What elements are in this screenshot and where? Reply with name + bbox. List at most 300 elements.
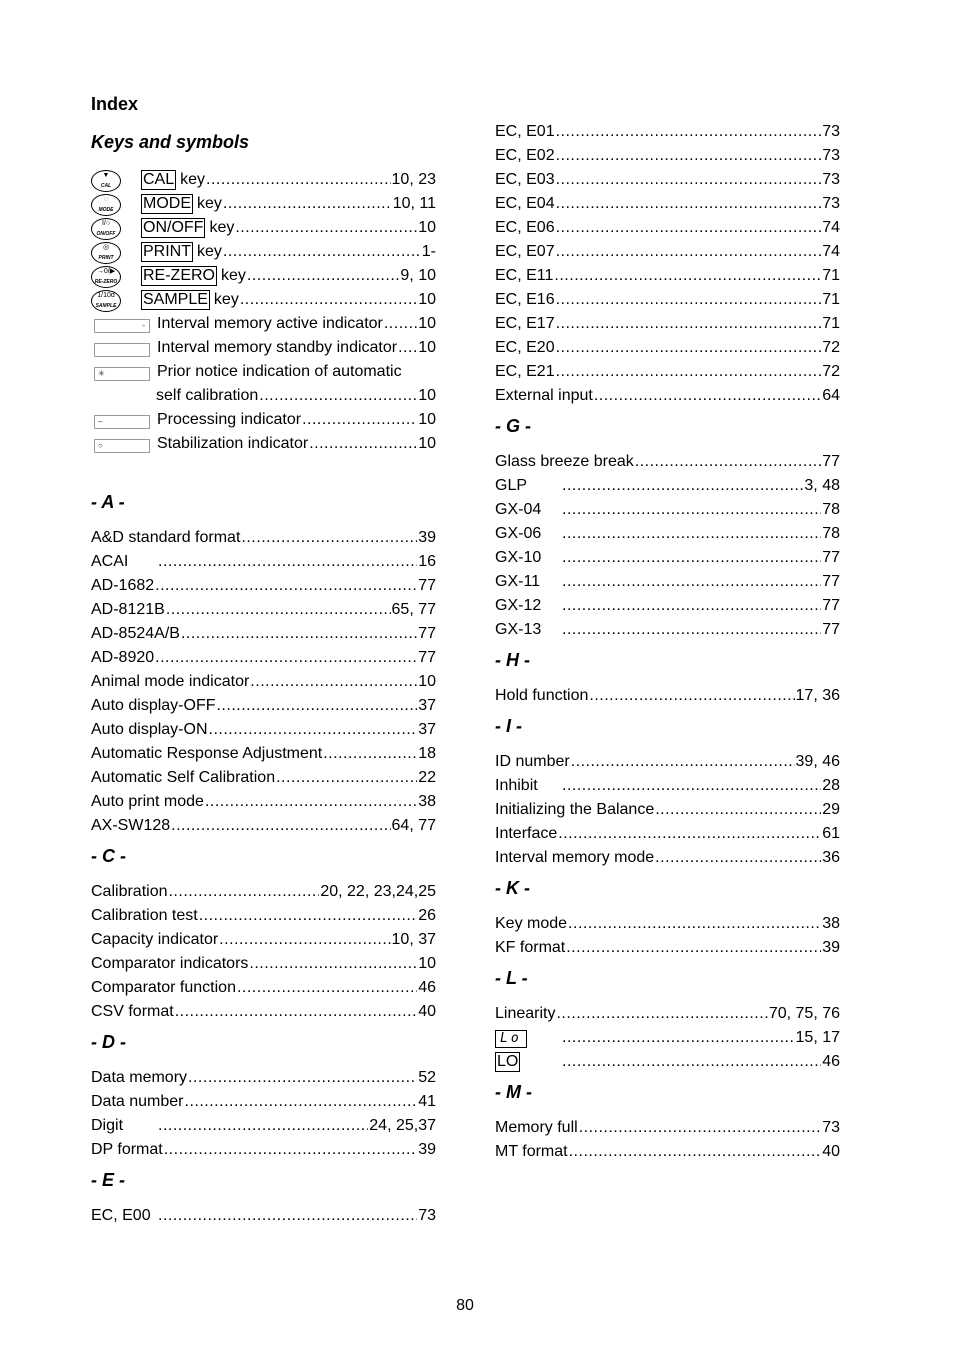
dot-leader (181, 622, 417, 646)
index-term: Automatic Response Adjustment (91, 745, 323, 762)
index-pages: 61 (822, 825, 840, 842)
dot-leader (556, 120, 822, 144)
index-pages: 74 (822, 243, 840, 260)
index-pages: 77 (822, 453, 840, 470)
index-term: EC, E02 (495, 147, 555, 164)
index-entry (495, 912, 840, 936)
key-icon-label: SAMPLE (95, 303, 117, 309)
index-term: AD-8920 (91, 649, 155, 666)
index-term: Hold function (495, 687, 589, 704)
index-entry (91, 766, 436, 790)
page-number: 80 (456, 1297, 474, 1314)
key-icon-label: RE-ZERO (94, 279, 118, 285)
index-pages: 18 (418, 745, 436, 762)
index-term: Initializing the Balance (495, 801, 655, 818)
index-entry (91, 928, 436, 952)
index-pages: 10 (418, 291, 436, 308)
page-title: Index (91, 94, 139, 114)
dot-leader (556, 312, 822, 336)
index-term: Animal mode indicator (91, 673, 250, 690)
dot-leader (168, 880, 319, 904)
dot-leader (309, 432, 417, 456)
dot-leader (562, 570, 821, 594)
key-suffix: key (180, 171, 206, 188)
index-term: Calibration (91, 883, 168, 900)
index-term: AD-1682 (91, 577, 155, 594)
index-pages: 16 (418, 553, 436, 570)
key-index-row (91, 192, 436, 216)
key-icon-glyph: →0/▶ (96, 268, 116, 275)
indicator-mark: ◦ (142, 321, 145, 330)
index-term (141, 240, 222, 264)
key-suffix: key (213, 291, 239, 308)
dot-leader (188, 1066, 417, 1090)
re-zero-key-icon (91, 266, 121, 288)
index-entry (495, 192, 840, 216)
indicator-index-row (91, 408, 436, 432)
keys-and-symbols-heading: Keys and symbols (91, 132, 250, 152)
key-suffix: key (221, 267, 246, 284)
dot-leader (155, 646, 417, 670)
index-pages: 9, 10 (400, 267, 436, 284)
indicator-index-row (91, 312, 436, 336)
index-pages: 37 (418, 697, 436, 714)
index-term: EC, E21 (495, 363, 555, 380)
dot-leader (569, 1140, 822, 1164)
index-entry (495, 144, 840, 168)
index-term: EC, E11 (495, 267, 554, 284)
index-term: Stabilization indicator (157, 435, 309, 452)
dot-leader (562, 546, 821, 570)
index-pages: 10, 23 (391, 171, 436, 188)
index-term: GX-06 (495, 525, 542, 542)
dot-leader (185, 1090, 418, 1114)
index-term: Comparator indicators (91, 955, 249, 972)
key-suffix: key (197, 195, 222, 212)
index-term: Interval memory mode (495, 849, 655, 866)
index-letter-heading: - A - (91, 492, 125, 512)
index-entry (495, 1140, 840, 1164)
indicator-index-row (91, 336, 436, 360)
index-entry (495, 774, 840, 798)
index-term: Interval memory active indicator (157, 315, 383, 332)
index-letter-heading: - H - (495, 650, 530, 670)
index-entry (495, 750, 840, 774)
dot-leader (579, 1116, 822, 1140)
dot-leader (562, 498, 821, 522)
index-pages: 77 (822, 573, 840, 590)
index-entry (91, 976, 436, 1000)
index-letter-heading: - C - (91, 846, 126, 866)
processing-indicator-icon (94, 415, 150, 429)
index-term: External input (495, 387, 593, 404)
dot-leader (556, 288, 822, 312)
index-entry (495, 684, 840, 708)
index-pages: 77 (418, 649, 436, 666)
key-icon-label: PRINT (98, 255, 114, 261)
index-entry (495, 450, 840, 474)
dot-leader (556, 1002, 767, 1026)
index-term: GX-13 (495, 621, 542, 638)
dot-leader (240, 288, 417, 312)
index-term: Auto display-OFF (91, 697, 216, 714)
index-pages: 77 (822, 597, 840, 614)
index-term: Inhibit (495, 777, 538, 794)
dot-leader (259, 384, 417, 408)
dot-leader (175, 1000, 418, 1024)
index-pages: 10 (418, 339, 436, 356)
key-name-box: SAMPLE (143, 291, 208, 308)
index-pages: 38 (822, 915, 840, 932)
index-pages: 40 (822, 1143, 840, 1160)
interval-standby-indicator-icon (94, 343, 150, 357)
dot-leader (554, 264, 821, 288)
index-entry (495, 312, 840, 336)
index-entry (495, 546, 840, 570)
index-pages: 46 (822, 1053, 840, 1070)
index-entry (495, 846, 840, 870)
dot-leader (384, 312, 417, 336)
key-index-row (91, 216, 436, 240)
index-pages: 77 (418, 577, 436, 594)
dot-leader (164, 1138, 417, 1162)
dot-leader (556, 168, 822, 192)
index-letter-heading: - K - (495, 878, 530, 898)
index-pages: 1- (421, 243, 436, 260)
index-entry (495, 1026, 840, 1050)
index-term: Digit (91, 1117, 124, 1134)
index-entry (495, 240, 840, 264)
dot-leader (594, 384, 821, 408)
index-entry (495, 288, 840, 312)
index-pages: 46 (418, 979, 436, 996)
index-entry (495, 522, 840, 546)
index-entry (91, 1090, 436, 1114)
interval-active-indicator-icon (94, 319, 150, 333)
indicator-index-row (91, 360, 436, 384)
index-term: Interface (495, 825, 558, 842)
index-entry (91, 904, 436, 928)
dot-leader (235, 216, 417, 240)
index-pages: 73 (418, 1207, 436, 1224)
dot-leader (199, 904, 417, 928)
key-name-box: RE-ZERO (143, 267, 215, 284)
index-pages: 36 (822, 849, 840, 866)
dot-leader (223, 192, 392, 216)
index-pages: 17, 36 (795, 687, 840, 704)
dot-leader (562, 1026, 795, 1050)
right-column (495, 120, 840, 1164)
dot-leader (250, 670, 417, 694)
dot-leader (158, 1114, 368, 1138)
index-pages: 77 (822, 621, 840, 638)
index-pages: 10 (418, 219, 436, 236)
index-term: Memory full (495, 1119, 578, 1136)
index-pages: 52 (418, 1069, 436, 1086)
index-entry (495, 936, 840, 960)
dot-leader (398, 336, 417, 360)
key-list (91, 168, 436, 312)
index-term: ID number (495, 753, 570, 770)
index-term: GX-10 (495, 549, 542, 566)
key-name-box: PRINT (143, 243, 191, 260)
index-term: Processing indicator (157, 411, 302, 428)
index-pages: 29 (822, 801, 840, 818)
key-icon-label: CAL (100, 183, 112, 189)
dot-leader (249, 952, 417, 976)
index-entry (91, 718, 436, 742)
index-pages: 10, 11 (392, 195, 436, 212)
key-icon-glyph: ◌ (103, 196, 109, 203)
key-index-row (91, 240, 436, 264)
index-pages: 20, 22, 23,24,25 (320, 883, 436, 900)
index-letter-heading: - L - (495, 968, 528, 988)
dot-leader (237, 976, 417, 1000)
key-name-box: MODE (143, 195, 191, 212)
index-term: EC, E00 (91, 1207, 151, 1224)
index-pages: 10 (418, 673, 436, 690)
index-pages: 74 (822, 219, 840, 236)
index-pages: 77 (418, 625, 436, 642)
key-name-box: CAL (143, 171, 175, 188)
index-entry (495, 594, 840, 618)
key-icon-glyph: ▼ (102, 172, 110, 179)
index-entry (495, 1002, 840, 1026)
dot-leader (558, 822, 821, 846)
index-letter-heading: - M - (495, 1082, 532, 1102)
index-term: Comparator function (91, 979, 236, 996)
index-term: EC, E01 (495, 123, 555, 140)
index-pages: 39 (418, 1141, 436, 1158)
index-pages: 78 (822, 525, 840, 542)
dot-leader (556, 144, 822, 168)
index-term: EC, E03 (495, 171, 555, 188)
index-term: GX-11 (495, 573, 541, 590)
index-term: Auto display-ON (91, 721, 208, 738)
index-pages: 26 (418, 907, 436, 924)
index-entry (91, 814, 436, 838)
key-suffix: key (197, 243, 222, 260)
dot-leader (219, 928, 390, 952)
index-pages: 39, 46 (795, 753, 840, 770)
mode-key-icon (91, 194, 121, 216)
index-term (141, 168, 205, 192)
index-term (141, 192, 222, 216)
index-pages: 22 (418, 769, 436, 786)
indicator-index-row (91, 432, 436, 456)
index-entry (91, 550, 436, 574)
index-entry (91, 526, 436, 550)
index-pages: 70, 75, 76 (768, 1005, 840, 1022)
key-suffix: key (209, 219, 235, 236)
index-pages: 24, 25,37 (369, 1117, 436, 1134)
index-entry (91, 670, 436, 694)
dot-leader (155, 574, 417, 598)
left-column (91, 130, 436, 1228)
dot-leader (655, 798, 821, 822)
index-entry (91, 694, 436, 718)
index-letter-heading: - G - (495, 416, 531, 436)
index-term: AX-SW128 (91, 817, 171, 834)
key-icon-glyph: 1/10d (97, 292, 115, 299)
index-pages: 73 (822, 171, 840, 188)
key-index-row (91, 288, 436, 312)
index-term: EC, E17 (495, 315, 555, 332)
index-pages: 10 (418, 387, 436, 404)
stabilization-indicator-icon (94, 439, 150, 453)
index-pages: 40 (418, 1003, 436, 1020)
dot-leader (589, 684, 794, 708)
dot-leader (241, 526, 417, 550)
key-icon-label: MODE (98, 207, 114, 213)
indicator-mark: ✳ (98, 369, 105, 378)
index-term: GLP (495, 477, 528, 494)
index-pages: 41 (418, 1093, 436, 1110)
index-pages: 3, 48 (804, 477, 840, 494)
dot-leader (562, 474, 803, 498)
index-pages: 65, 77 (391, 601, 436, 618)
index-entry (91, 598, 436, 622)
index-pages: 10 (418, 315, 436, 332)
dot-leader (562, 774, 821, 798)
key-index-row (91, 168, 436, 192)
dot-leader (562, 522, 821, 546)
index-entry (91, 1066, 436, 1090)
index-pages: 73 (822, 147, 840, 164)
dot-leader (635, 450, 821, 474)
index-term (141, 264, 246, 288)
dot-leader (556, 216, 822, 240)
index-entry (495, 618, 840, 642)
index-term: Prior notice indication of automatic (157, 363, 402, 380)
index-entry (91, 1204, 436, 1228)
index-term: Key mode (495, 915, 568, 932)
index-term: A&D standard format (91, 529, 241, 546)
index-entry (495, 570, 840, 594)
index-pages: 10 (418, 955, 436, 972)
dot-leader (158, 1204, 417, 1228)
cal-key-icon (91, 170, 121, 192)
dot-leader (571, 750, 795, 774)
print-key-icon (91, 242, 121, 264)
sample-key-icon (91, 290, 121, 312)
index-pages: 10 (418, 435, 436, 452)
dot-leader (655, 846, 821, 870)
dot-leader (171, 814, 390, 838)
index-entry (91, 790, 436, 814)
index-entry (91, 574, 436, 598)
index-pages: 39 (822, 939, 840, 956)
dot-leader (216, 694, 417, 718)
indicator-mark: ○ (98, 441, 103, 450)
dot-leader (556, 240, 822, 264)
index-letter-heading: - E - (91, 1170, 125, 1190)
dot-leader (556, 192, 822, 216)
index-entry (495, 1116, 840, 1140)
index-entry (91, 1114, 436, 1138)
index-entry (91, 1138, 436, 1162)
lo-key-box: LO (497, 1053, 519, 1070)
dot-leader (205, 790, 417, 814)
dot-leader (568, 912, 821, 936)
index-pages: 73 (822, 123, 840, 140)
index-entry (495, 168, 840, 192)
index-term: Capacity indicator (91, 931, 219, 948)
index-term-continued: self calibration (156, 387, 259, 404)
index-term: Calibration test (91, 907, 198, 924)
index-pages: 77 (822, 549, 840, 566)
index-entry (495, 822, 840, 846)
index-entry (495, 120, 840, 144)
dot-leader (209, 718, 418, 742)
index-pages: 38 (418, 793, 436, 810)
index-pages: 10 (418, 411, 436, 428)
right-index-sections (495, 120, 840, 1164)
dot-leader (158, 550, 417, 574)
key-icon-glyph: I/○ (101, 220, 111, 227)
index-entry (495, 336, 840, 360)
index-pages: 71 (822, 315, 840, 332)
index-entry (495, 264, 840, 288)
index-pages: 73 (822, 1119, 840, 1136)
index-entry (91, 622, 436, 646)
dot-leader (562, 594, 821, 618)
left-index-sections (91, 490, 436, 1228)
index-pages: 72 (822, 363, 840, 380)
index-pages: 10, 37 (391, 931, 436, 948)
index-term: ACAI (91, 553, 129, 570)
index-pages: 73 (822, 195, 840, 212)
index-entry (91, 880, 436, 904)
index-term: MT format (495, 1143, 568, 1160)
index-pages: 71 (822, 291, 840, 308)
index-pages: 71 (822, 267, 840, 284)
index-term: EC, E06 (495, 219, 555, 236)
indicator-mark: – (98, 417, 103, 426)
dot-leader (323, 742, 417, 766)
dot-leader (206, 168, 390, 192)
dot-leader (556, 336, 822, 360)
index-term: Auto print mode (91, 793, 204, 810)
key-icon-glyph: ◎ (102, 244, 110, 251)
index-term: Linearity (495, 1005, 556, 1022)
index-entry (495, 216, 840, 240)
index-term (495, 1026, 561, 1050)
index-entry (495, 474, 840, 498)
index-term: Automatic Self Calibration (91, 769, 276, 786)
index-entry (495, 498, 840, 522)
index-letter-heading: - D - (91, 1032, 126, 1052)
index-pages: 15, 17 (795, 1029, 840, 1046)
index-term: Data memory (91, 1069, 188, 1086)
index-entry (495, 1050, 840, 1074)
dot-leader (247, 264, 400, 288)
calibration-notice-indicator-icon (94, 367, 150, 381)
key-name-box: ON/OFF (143, 219, 204, 236)
index-term: Data number (91, 1093, 184, 1110)
index-pages: 37 (418, 721, 436, 738)
index-pages: 78 (822, 501, 840, 518)
index-entry (495, 384, 840, 408)
index-term (141, 216, 234, 240)
index-pages: 72 (822, 339, 840, 356)
index-term: EC, E04 (495, 195, 555, 212)
index-pages: 39 (418, 529, 436, 546)
index-term (141, 288, 239, 312)
index-entry (495, 798, 840, 822)
index-term: CSV format (91, 1003, 174, 1020)
index-term: AD-8121B (91, 601, 165, 618)
